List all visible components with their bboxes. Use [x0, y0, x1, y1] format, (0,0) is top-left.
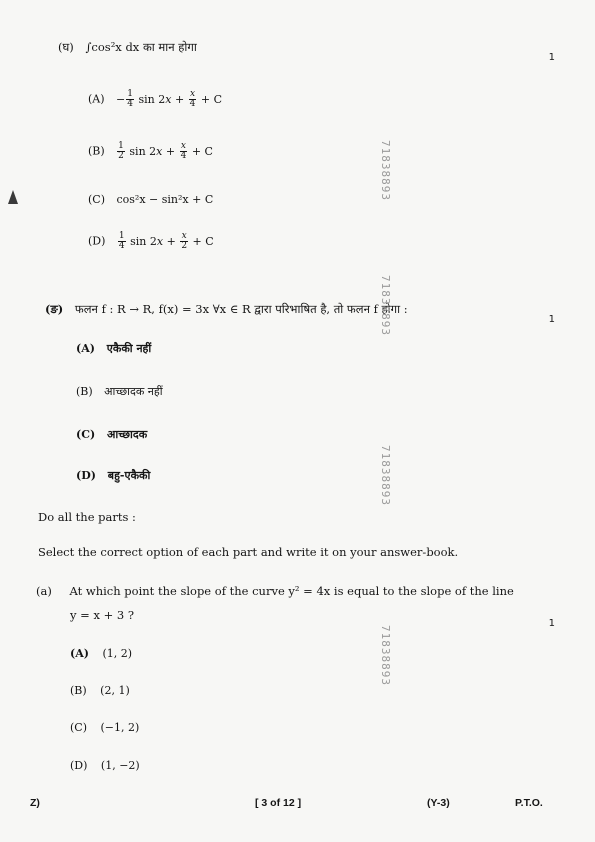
page-number: [ 3 of 12 ]: [255, 797, 302, 809]
paper-code: (Y-3): [427, 797, 450, 809]
option-label: (B): [76, 385, 93, 398]
option-label: (B): [70, 684, 87, 697]
option-a: [76, 341, 151, 356]
option-text: cos²x − sin²x + C: [116, 193, 214, 206]
serial-stamp: 71838893: [379, 275, 392, 336]
option-c: [70, 721, 139, 734]
marks: 1: [548, 618, 555, 629]
option-b: [76, 384, 163, 399]
option-label: (D): [76, 469, 96, 482]
option-d: (D) $\frac{1}{4}$ sin 2x + $\frac{x}{2}$ + C: [88, 231, 214, 251]
option-label: (D): [88, 234, 106, 248]
footer-left: Z): [30, 797, 40, 809]
marks: 1: [548, 52, 555, 63]
serial-stamp: 71838893: [379, 140, 392, 201]
option-label: (C): [88, 193, 105, 206]
serial-stamp: 71838893: [379, 625, 392, 686]
instruction-line-2: Select the correct option of each part and write it on your answer-book.: [38, 545, 459, 559]
question-stem: ∫cos²x dx का मान होगा: [85, 40, 197, 54]
option-text: एकैकी नहीं: [106, 342, 152, 355]
option-text: आच्छादक: [107, 428, 148, 441]
question-label: (ङ): [45, 302, 64, 316]
option-label: (D): [70, 759, 88, 772]
option-c: [88, 193, 213, 206]
question-stem: फलन f : R → R, f(x) = 3x ∀x ∈ R द्वारा परिभाषित है, तो फलन f होगा :: [74, 302, 408, 316]
option-label: (B): [88, 144, 105, 158]
option-c: [76, 427, 147, 442]
option-text: (−1, 2): [100, 721, 140, 734]
option-text: (1, 2): [102, 647, 133, 660]
question-label: (घ): [58, 40, 74, 54]
option-b: (B) $\frac{1}{2}$ sin 2x + $\frac{x}{4}$ + C: [88, 141, 213, 161]
option-d: [70, 759, 140, 772]
question-nga: [45, 302, 408, 317]
serial-stamp: 71838893: [379, 445, 392, 506]
option-label: (A): [88, 92, 105, 106]
option-text: (2, 1): [100, 684, 130, 697]
instruction-line-1: Do all the parts :: [38, 510, 136, 524]
option-text: (1, −2): [100, 759, 140, 772]
option-a: [70, 647, 132, 660]
option-label: (C): [70, 721, 87, 734]
question-a: [36, 584, 514, 598]
marks: 1: [548, 314, 555, 325]
question-stem-line-1: At which point the slope of the curve y² = 4x is equal to the slope of the line: [69, 584, 514, 598]
question-label: (a): [36, 584, 52, 598]
option-text: बहु-एकैकी: [107, 469, 151, 482]
question-gha: [58, 40, 197, 55]
question-stem-line-2: y = x + 3 ?: [70, 608, 135, 622]
option-b: [70, 684, 130, 697]
option-label: (A): [70, 647, 89, 660]
margin-mark: [8, 190, 18, 204]
option-text: आच्छादक नहीं: [104, 385, 163, 398]
pto-label: P.T.O.: [515, 797, 543, 809]
option-a: (A) − $\frac{1}{4}$ sin 2x + $\frac{x}{4}$ + C: [88, 89, 223, 109]
option-label: (C): [76, 428, 96, 441]
option-d: [76, 468, 150, 483]
option-label: (A): [76, 342, 95, 355]
